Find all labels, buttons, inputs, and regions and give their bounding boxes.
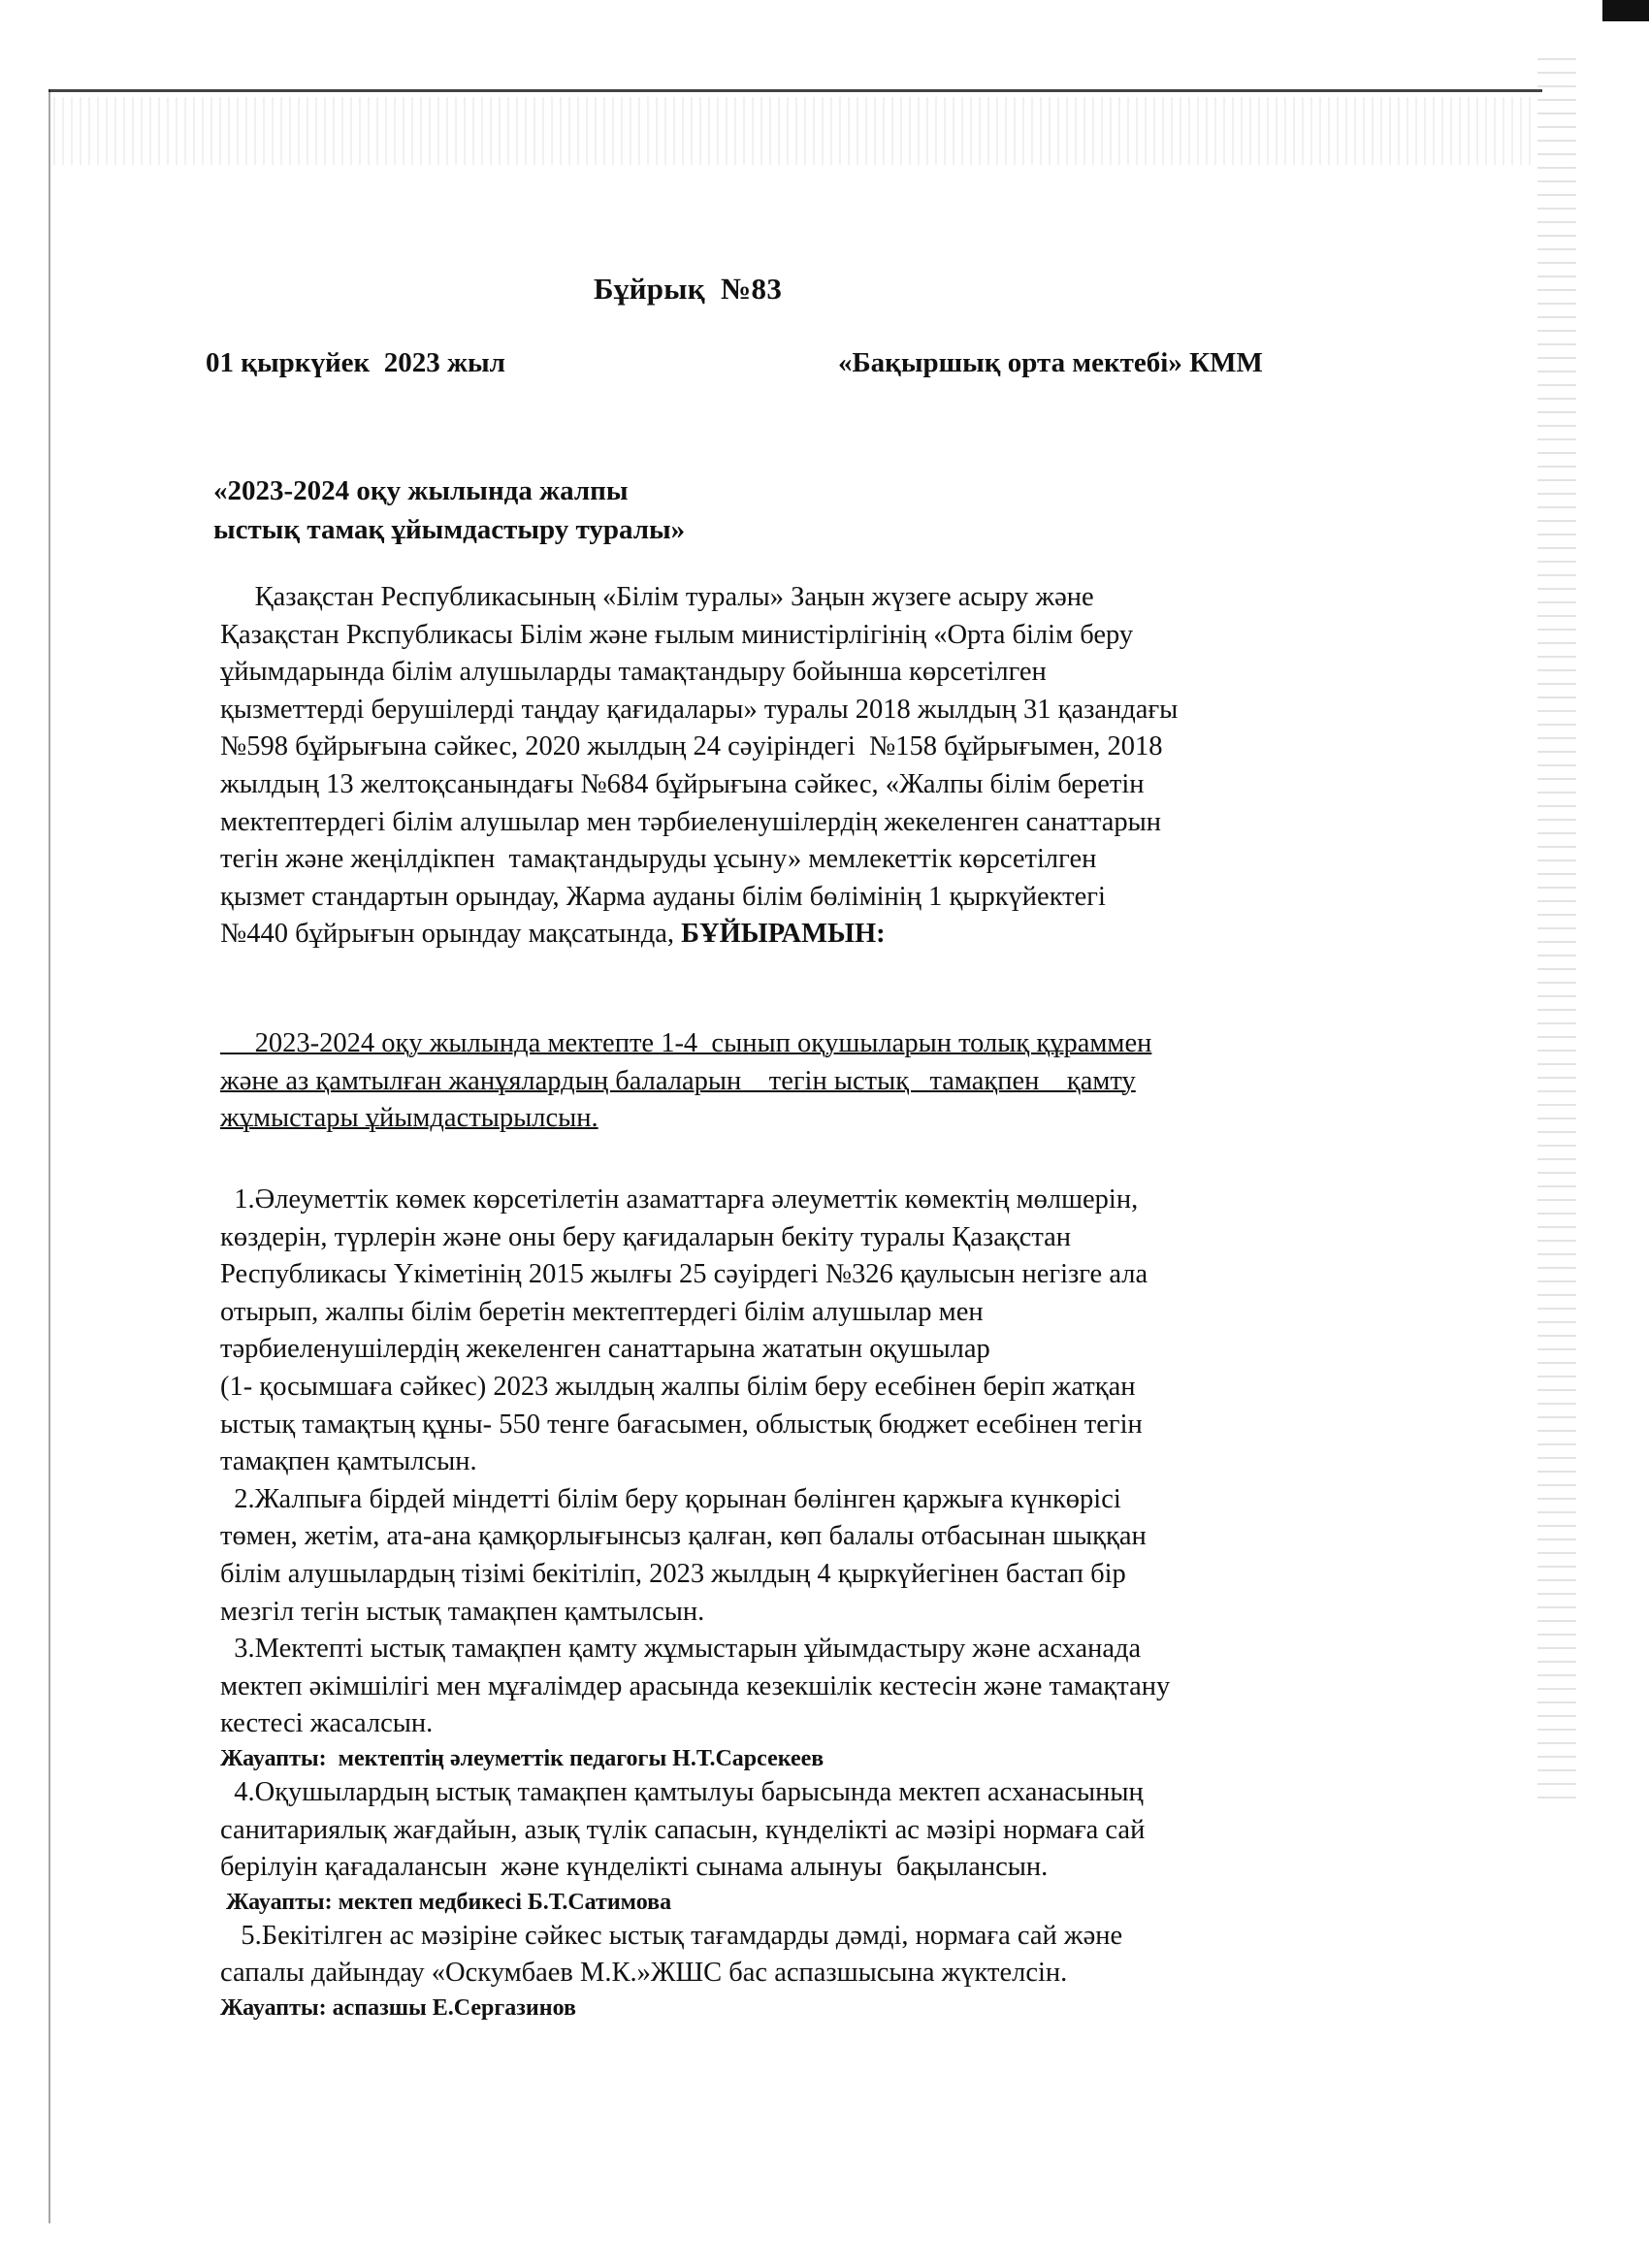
responsible-person: Жауапты: мектеп медбикесі Б.Т.Сатимова xyxy=(220,1889,672,1915)
order-item-4 xyxy=(220,1774,1394,1918)
order-item-5 xyxy=(220,1918,1394,2024)
responsible-person: Жауапты: мектептің әлеуметтік педагогы Н.Т.Сарсекеев xyxy=(220,1745,824,1771)
text-line: 4.Оқушылардың ыстық тамақпен қамтылуы барысында мектеп асханасының xyxy=(220,1776,1144,1807)
scan-artifact xyxy=(48,89,1542,92)
main-order-paragraph xyxy=(220,1025,1394,1138)
scan-artifact xyxy=(1537,58,1576,1804)
text-line: тәрбиеленушілердің жекеленген санаттарына жататын оқушылар xyxy=(220,1334,990,1365)
order-title: Бұйрық №83 xyxy=(594,272,783,306)
order-item-3 xyxy=(220,1631,1394,1774)
organization-name: «Бақыршық орта мектебі» КММ xyxy=(838,347,1263,378)
scan-artifact xyxy=(1602,0,1649,21)
text-line: көздерін, түрлерін және оны беру қағидаларын бекіту туралы Қазақстан xyxy=(220,1221,1072,1252)
text-line: (1- қосымшаға сәйкес) 2023 жылдың жалпы білім беру есебінен беріп жатқан xyxy=(220,1371,1136,1402)
text-line: 1.Әлеуметтік көмек көрсетілетін азаматтарға әлеуметтік көмектің мөлшерін, xyxy=(220,1184,1139,1215)
text-line: жылдың 13 желтоқсанындағы №684 бұйрығына сәйкес, «Жалпы білім беретін xyxy=(220,768,1145,799)
subject-line: ыстық тамақ ұйымдастыру туралы» xyxy=(213,514,686,545)
responsible-person: Жауапты: аспазшы Е.Сергазинов xyxy=(220,1994,576,2021)
text-line: Қазақстан Республикасының «Білім туралы» Заңын жүзеге асыру және xyxy=(220,582,1094,612)
scan-artifact xyxy=(53,97,1537,165)
text-line: білім алушылардың тізімі бекітіліп, 2023 жылдың 4 қыркүйегінен бастап бір xyxy=(220,1558,1126,1589)
text-line: 5.Бекітілген ас мәзіріне сәйкес ыстық тағамдарды дәмді, нормаға сай және xyxy=(220,1920,1123,1951)
order-command: БҰЙЫРАМЫН: xyxy=(681,919,886,950)
text-line: отырып, жалпы білім беретін мектептердегі білім алушылар мен xyxy=(220,1296,984,1327)
text-line: жұмыстары ұйымдастырылсын. xyxy=(220,1103,598,1134)
text-line: берілуін қағадалансын және күнделікті сынама алынуы бақылансын. xyxy=(220,1852,1049,1883)
text-line: №598 бұйрығына сәйкес, 2020 жылдың 24 сәуіріндегі №158 бұйрығымен, 2018 xyxy=(220,731,1163,762)
text-line: ыстық тамақтың құны- 550 тенге бағасымен, облыстық бюджет есебінен тегін xyxy=(220,1409,1143,1440)
text-line: 2.Жалпыға бірдей міндетті білім беру қорынан бөлінген қаржыға күнкөрісі xyxy=(220,1483,1121,1514)
text-line: тегін және жеңілдікпен тамақтандыруды ұсыну» мемлекеттік көрсетілген xyxy=(220,844,1097,875)
text-line: сапалы дайындау «Оскумбаев М.К.»ЖШС бас аспазшысына жүктелсін. xyxy=(220,1958,1068,1989)
text-line: кестесі жасалсын. xyxy=(220,1708,434,1739)
text-line: қызмет стандартын орындау, Жарма ауданы білім бөлімінің 1 қыркүйектегі xyxy=(220,881,1106,912)
text-line: ұйымдарында білім алушыларды тамақтандыру бойынша көрсетілген xyxy=(220,657,1047,688)
text-line xyxy=(220,916,1394,954)
order-subject xyxy=(213,471,685,549)
order-items xyxy=(220,1182,1394,2024)
text-line: қызметтерді берушілерді таңдау қағидалары» туралы 2018 жылдың 31 қазандағы xyxy=(220,694,1179,725)
subject-line: «2023-2024 оқу жылында жалпы xyxy=(213,475,629,506)
text-line: Қазақстан Ркспубликасы Білім және ғылым министірлігінің «Орта білім беру xyxy=(220,619,1134,650)
text-line: Республикасы Үкіметінің 2015 жылғы 25 сәуірдегі №326 қаулысын негізге ала xyxy=(220,1259,1148,1290)
text-line: мектептердегі білім алушылар мен тәрбиеленушілердің жекеленген санаттарын xyxy=(220,806,1161,837)
text-line: мезгіл тегін ыстық тамақпен қамтылсын. xyxy=(220,1596,705,1627)
order-item-2 xyxy=(220,1481,1394,1631)
text-line: мектеп әкімшілігі мен мұғалімдер арасында кезекшілік кестесін және тамақтану xyxy=(220,1670,1171,1701)
text-line: санитариялық жағдайын, азық түлік сапасын, күнделікті ас мәзірі нормаға сай xyxy=(220,1814,1146,1845)
text-line: тамақпен қамтылсын. xyxy=(220,1446,477,1477)
text-line: төмен, жетім, ата-ана қамқорлығынсыз қалған, көп балалы отбасынан шыққан xyxy=(220,1521,1147,1552)
text-line: 2023-2024 оқу жылында мектепте 1-4 сынып оқушыларын толық құраммен xyxy=(220,1028,1152,1058)
order-date: 01 қыркүйек 2023 жыл xyxy=(206,347,505,378)
text-line-start: №440 бұйрығын орындау мақсатында, xyxy=(220,919,682,950)
text-line: және аз қамтылған жанұялардың балаларын тегін ыстық тамақпен қамту xyxy=(220,1065,1136,1096)
text-line: 3.Мектепті ыстық тамақпен қамту жұмыстарын ұйымдастыру және асханада xyxy=(220,1634,1142,1665)
scan-artifact xyxy=(48,89,50,2223)
order-item-1 xyxy=(220,1182,1394,1481)
intro-paragraph xyxy=(220,579,1394,954)
